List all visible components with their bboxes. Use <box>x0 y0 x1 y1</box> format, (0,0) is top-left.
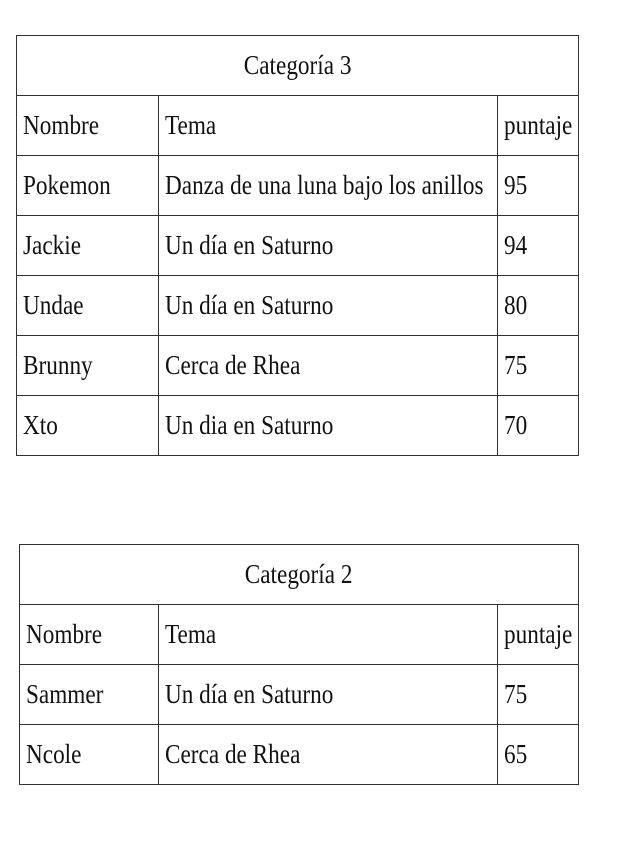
cell-nombre: Pokemon <box>17 156 159 216</box>
column-header-tema: Tema <box>159 605 498 665</box>
column-header-puntaje: puntaje <box>498 96 579 156</box>
column-header-tema: Tema <box>159 96 498 156</box>
table-title-row <box>17 36 579 96</box>
cell-puntaje: 65 <box>498 725 579 785</box>
cell-nombre: Xto <box>17 396 159 456</box>
cell-tema: Un día en Saturno <box>159 216 498 276</box>
cell-puntaje: 80 <box>498 276 579 336</box>
table-header-row <box>17 96 579 156</box>
cell-nombre: Undae <box>17 276 159 336</box>
table-title-row <box>20 545 579 605</box>
cell-puntaje: 75 <box>498 336 579 396</box>
table-row <box>17 396 579 456</box>
table-row <box>17 336 579 396</box>
table-row <box>17 156 579 216</box>
cell-tema: Un día en Saturno <box>159 665 498 725</box>
table-row <box>20 725 579 785</box>
cell-nombre: Jackie <box>17 216 159 276</box>
table-row <box>20 665 579 725</box>
cell-tema: Danza de una luna bajo los anillos <box>159 156 498 216</box>
cell-tema: Cerca de Rhea <box>159 725 498 785</box>
table-row <box>17 216 579 276</box>
cell-puntaje: 70 <box>498 396 579 456</box>
cell-puntaje: 75 <box>498 665 579 725</box>
table-row <box>17 276 579 336</box>
cell-puntaje: 95 <box>498 156 579 216</box>
table-header-row <box>20 605 579 665</box>
table-title: Categoría 2 <box>20 545 579 605</box>
cell-puntaje: 94 <box>498 216 579 276</box>
column-header-nombre: Nombre <box>20 605 159 665</box>
category-2-table <box>19 544 579 785</box>
column-header-nombre: Nombre <box>17 96 159 156</box>
cell-nombre: Brunny <box>17 336 159 396</box>
cell-nombre: Sammer <box>20 665 159 725</box>
column-header-puntaje: puntaje <box>498 605 579 665</box>
cell-tema: Un día en Saturno <box>159 276 498 336</box>
cell-tema: Cerca de Rhea <box>159 336 498 396</box>
table-title: Categoría 3 <box>17 36 579 96</box>
category-3-table <box>16 35 579 456</box>
cell-tema: Un dia en Saturno <box>159 396 498 456</box>
cell-nombre: Ncole <box>20 725 159 785</box>
